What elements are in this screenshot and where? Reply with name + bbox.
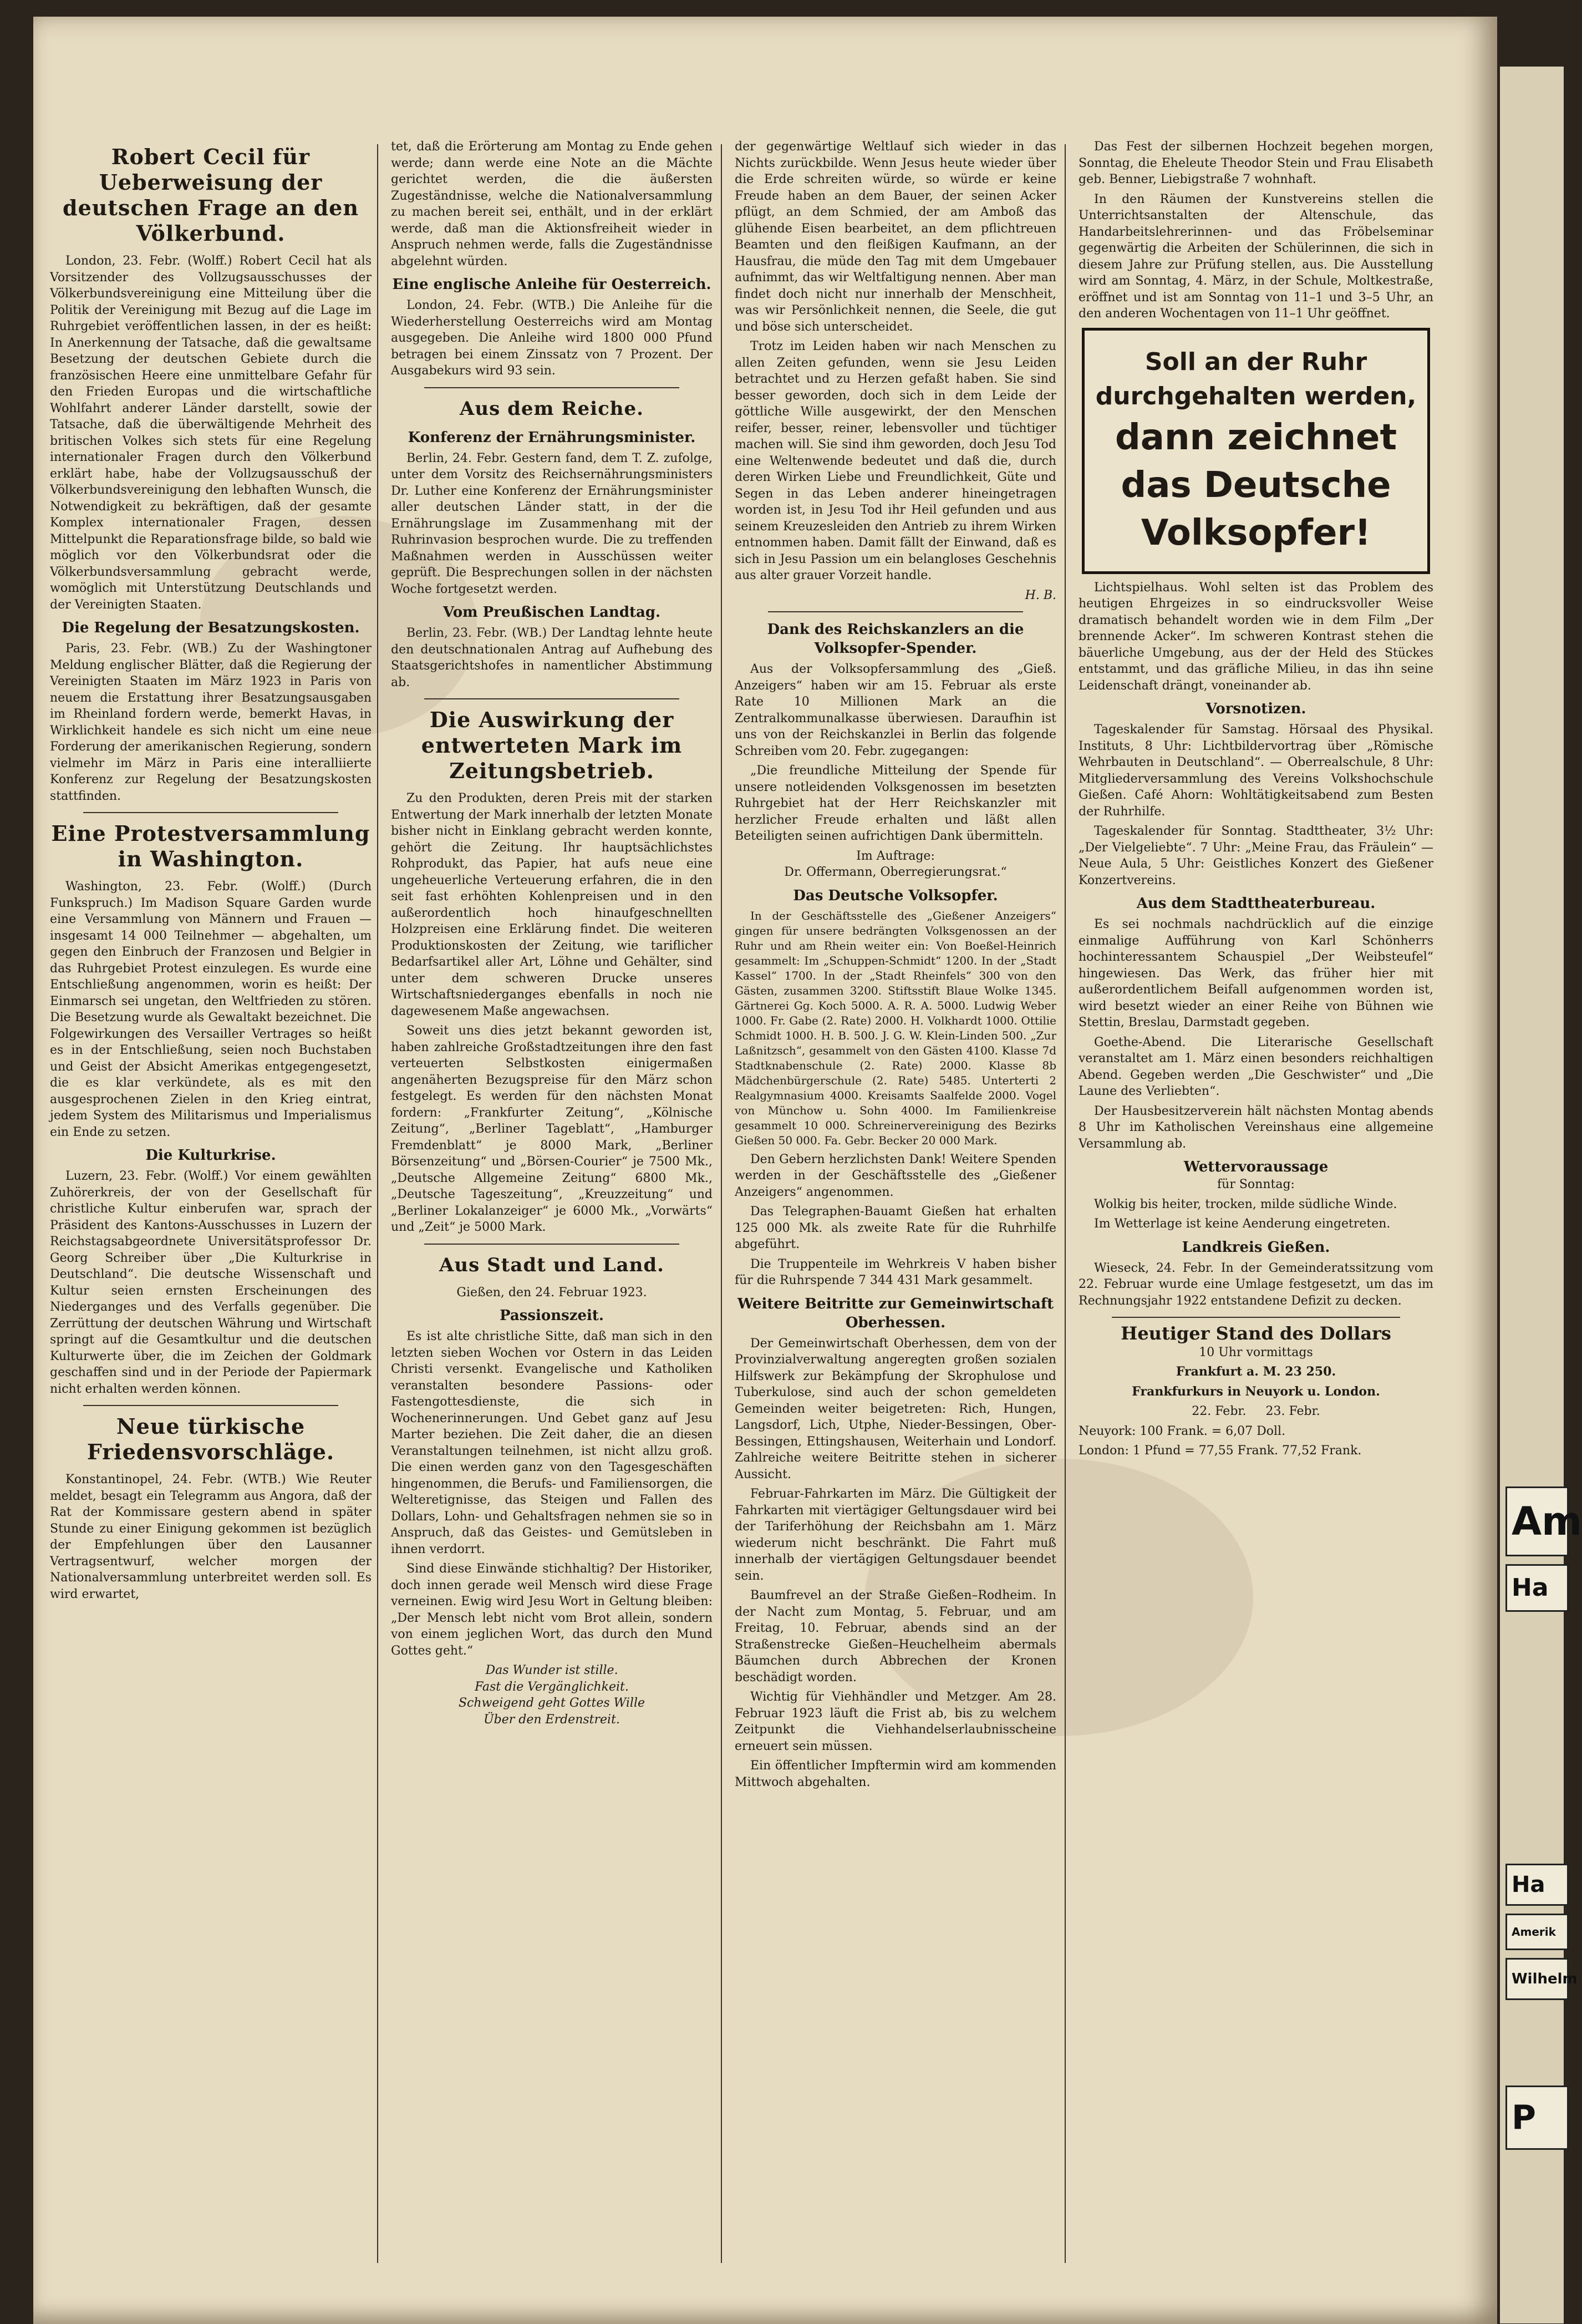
strip-ad-fragment: Amerik <box>1505 1914 1569 1950</box>
article-text: Berlin, 24. Febr. Gestern fand, dem T. Z. zufolge, unter dem Vorsitz des Reichsernährungsministers Dr. Luther eine Konferenz der Ernährungsminister aller deutschen Länder statt, in der die Ernährungslage im Zusammenhang mit der Ruhrinvasion besprochen wurde. Die zu treffenden Maßnahmen werden in Ausschüssen weiter geprüft. Die Besprechungen sollen in der nächsten Woche fortgesetzt werden. <box>391 451 713 596</box>
article-text: Wieseck, 24. Febr. In der Gemeinderatssitzung vom 22. Februar wurde eine Umlage festgesetzt, um das im Rechnungsjahr 1922 entstandene Defizit zu decken. <box>1079 1261 1433 1308</box>
subheadline: Das Deutsche Volksopfer. <box>793 887 998 904</box>
article-text: Im Auftrage: Dr. Offermann, Oberregierungsrat.“ <box>784 849 1007 879</box>
poem: Das Wunder ist stille. Fast die Vergänglichkeit. Schweigend geht Gottes Wille Über den Erdenstreit. <box>458 1663 645 1727</box>
article-text: London, 23. Febr. (Wolff.) Robert Cecil hat als Vorsitzender des Vollzugsausschusses der Völkerbundsvereinigung eine Mitteilung über die Politik der Vereinigung mit Bezug auf die Lage im Ruhrgebiet veröffentlichen lassen, in der es heißt: In Anerkennung der Tatsache, daß die gewaltsame Besetzung der deutschen Gebiete durch die französischen Heere eine unmittelbare Gefahr für den Frieden Europas und die wirtschaftliche Wohlfahrt anderer Länder darstellt, sowie der Tatsache, daß die überwältigende Mehrheit des britischen Volkes sich stets für eine Regelung internationaler Fragen durch den Völkerbund erklärt habe, habe der Vollzugsausschuß der Völkerbundsvereinigung den lebhaften Wunsch, die Notwendigkeit zu bekräftigen, daß der gesamte Komplex internationaler Fragen, dessen Mittelpunkt die Reparationsfrage bilde, so bald wie möglich vor den Völkerbundsrat oder die Völkerbundsversammlung gebracht werde, womöglich mit Unterstützung Deutschlands und der Vereinigten Staaten. <box>50 254 372 612</box>
separator <box>83 1405 338 1406</box>
article-text: Das Fest der silbernen Hochzeit begehen morgen, Sonntag, die Eheleute Theodor Stein und Frau Elisabeth geb. Benner, Liebigstraße 7 wohnhaft. <box>1079 140 1433 186</box>
subheadline: Passionszeit. <box>500 1307 604 1324</box>
article-text: Lichtspielhaus. Wohl selten ist das Problem des heutigen Ehrgeizes in so eindrucksvoller Weise dramatisch behandelt worden wie in dem Film „Der brennende Acker“. Im schweren Kontrast stehen die bäuerliche Umgebung, aus der der Held des Stückes entstammt, und das gräfliche Milieu, in das ihn seine Leidenschaft drängt, voneinander ab. <box>1079 580 1433 693</box>
article-text: Den Gebern herzlichsten Dank! Weitere Spenden werden in der Geschäftsstelle des „Gießener Anzeigers“ angenommen. <box>735 1152 1056 1199</box>
article-text: Zu den Produkten, deren Preis mit der starken Entwertung der Mark innerhalb der letzten Monate bisher nicht in Einklang gebracht werden konnte, gehört die Zeitung. Ihr hauptsächlichstes Rohprodukt, das Papier, hat aufs neue eine ungeheuerliche Verteuerung erfahren, die in den seit fast erhöhten Kohlenpreisen und in den außerordentlich hoch hinaufgeschnellten Holzpreisen eine Erklärung findet. Die weiteren Produktionskosten der Zeitung, wie tariflicher Bedarfsartikel aller Art, Löhne und Gehälter, sind unter dem schweren Drucke unseres Wirtschaftsniederganges ebenfalls in noch nie dagewesenem Maße angewachsen. <box>391 791 713 1018</box>
franc-rates-dates: 22. Febr. 23. Febr. <box>1192 1404 1320 1418</box>
article-text: der gegenwärtige Weltlauf sich wieder in das Nichts zurückbilde. Wenn Jesus heute wieder über die Erde schreiten würde, so würde er keine Freude haben an dem Bauer, der seinen Acker pflügt, an dem Schmied, der am Amboß das glühende Eisen bearbeitet, an dem pflichtreuen Beamten und den fleißigen Kaufmann, an der Hausfrau, die müde den Tag mit dem Umgebauer aufnimmt, das wir Weltfaltigung nennen. Aber man findet doch nicht nur innerhalb der Menschheit, was wir Persönlichkeit nennen, die Seele, die gut und böse sich unterscheidet. <box>735 140 1056 334</box>
headline-stadt-land: Aus Stadt und Land. <box>439 1254 664 1276</box>
article-text: Soweit uns dies jetzt bekannt geworden ist, haben zahlreiche Großstadtzeitungen ihre den fast verteuerten Selbstkosten einigermaßen angenäherten Bezugspreise für den März schon festgelegt. Es werden für den nächsten Monat fordern: „Frankfurter Zeitung“, „Kölnische Zeitung“, „Berliner Tageblatt“, „Hamburger Fremdenblatt“ je 8000 Mark, „Berliner Börsenzeitung“ und „Börsen-Courier“ je 7500 Mk., „Deutsche Allgemeine Zeitung“ 6800 Mk., „Deutsche Tageszeitung“, „Kreuzzeitung“ und „Berliner Lokalanzeiger“ je 6000 Mk., „Vorwärts“ und „Zeit“ je 5000 Mark. <box>391 1024 713 1234</box>
column-rule <box>377 144 378 2263</box>
dollar-time: 10 Uhr vormittags <box>1199 1345 1313 1359</box>
separator <box>424 698 679 699</box>
column-rule <box>1065 144 1066 2263</box>
volksopfer-advertisement <box>1082 328 1430 574</box>
strip-ad-fragment: Wilhelm <box>1505 1958 1569 2000</box>
subheadline: Die Regelung der Besatzungskosten. <box>62 620 360 636</box>
article-text: Trotz im Leiden haben wir nach Menschen zu allen Zeiten gefunden, wenn sie Jesu Leiden betrachtet und zu Herzen gefaßt haben. Sie sind besser geworden, doch sich in dem Leide der göttliche Wille ausgewirkt, der den Menschen reifer, besser, reiner, lebensvoller und tüchtiger machen will. Sie sind ihm geworden, doch Jesu Tod eine Weltenwende bedeutet und daß die, durch deren Wirken Liebe und Freundlichkeit, Güte und Segen in das Leben anderer hineingetragen worden ist, in Jesu Tod ihr Heil gefunden und aus seinem Kreuzesleiden den Antrieb zu ihrem Wirken entnommen haben. Damit fällt der Einwand, daß es sich in Jesu Passion um ein belangloses Geschehnis aus alter grauer Vorzeit handle. <box>735 339 1056 582</box>
separator <box>83 812 338 813</box>
strip-ad-fragment: P <box>1505 2085 1569 2150</box>
headline-mark: Die Auswirkung der entwerteten Mark im Zeitungsbetrieb. <box>421 707 683 783</box>
dateline: Gießen, den 24. Februar 1923. <box>456 1285 647 1300</box>
article-text: Goethe-Abend. Die Literarische Gesellschaft veranstaltet am 1. März einen besonders reichhaltigen Abend. Gegeben werden „Die Geschwister“ und „Die Laune des Verliebten“. <box>1079 1035 1433 1098</box>
article-text: tet, daß die Erörterung am Montag zu Ende gehen werde; dann werde eine Note an die Mächte gerichtet werden, die die äußersten Zugeständnisse, welche die Nationalversammlung zu machen bereit sei, enthält, und in der erklärt werde, daß man die Aktionsfreiheit wieder in Anspruch nehmen werde, falls die Zugeständnisse abgelehnt würden. <box>391 140 713 268</box>
headline-cecil: Robert Cecil für Ueberweisung der deutschen Frage an den Völkerbund. <box>63 144 359 246</box>
article-text: Der Hausbesitzerverein hält nächsten Montag abends 8 Uhr im Katholischen Vereinshaus eine allgemeine Versammlung ab. <box>1079 1104 1433 1151</box>
article-text: Es sei nochmals nachdrücklich auf die einzige einmalige Aufführung von Karl Schönherrs hochinteressantem Schauspiel „Der Weibsteufel“ hingewiesen. Das Werk, das früher hier mit außerordentlichem Beifall aufgenommen worden ist, wird besetzt wieder an einer Reihe von Bühnen wie Stettin, Breslau, Darmstadt gegeben. <box>1079 917 1433 1029</box>
subheadline: Wettervoraussage <box>1183 1159 1329 1175</box>
article-text: Paris, 23. Febr. (WB.) Zu der Washingtoner Meldung englischer Blätter, daß die Regierung der Vereinigten Staaten im März 1923 in Paris von neuem die Erstattung ihrer Besatzungsausgaben im Rheinland fordern werde, bemerkt Havas, in Wirklichkeit handele es sich nicht um eine neue Forderung der amerikanischen Regierung, sondern vielmehr im März in Paris eine interalliierte Konferenz zur Regelung der Besatzungskosten stattfinden. <box>50 642 372 803</box>
strip-ad-fragment: Am <box>1505 1486 1569 1556</box>
article-text: Konstantinopel, 24. Febr. (WTB.) Wie Reuter meldet, besagt ein Telegramm aus Angora, daß der Rat der Kommissare gestern abend in später Stunde zu einer Einigung gekommen ist bezüglich der Empfehlungen über den Lausanner Vertragsentwurf, welcher morgen der Nationalversammlung unterbreitet werden soll. Es wird erwartet, <box>50 1473 372 1601</box>
article-text: Luzern, 23. Febr. (Wolff.) Vor einem gewählten Zuhörerkreis, der von der Gesellschaft für christliche Kultur einberufen war, sprach der Präsident des Kantons-Ausschusses in Luzern der Reichstagsabgeordnete Universitätsprofessor Dr. Georg Schreiber über „Die Kulturkrise in Deutschland“. Die deutsche Wissenschaft und Kultur seien ernsten Erscheinungen des Niederganges und des Verfalls gegenüber. Die Zerrüttung der deutschen Währung und Wirtschaft springt auf die Gesamtkultur und die deutschen Kulturwerte über, die im Zeichen der Goldmark geschaffen sind und in der Periode der Papiermark nicht erhalten werden können. <box>50 1169 372 1396</box>
subheadline: Aus dem Stadttheaterbureau. <box>1136 895 1376 912</box>
dollar-frankfurt: Frankfurt a. M. 23 250. <box>1176 1364 1336 1379</box>
article-text: Tageskalender für Sonntag. Stadttheater, 3½ Uhr: „Der Vielgeliebte“. 7 Uhr: „Meine Frau, das Fräulein“ — Neue Aula, 5 Uhr: Geistliches Konzert des Gießener Konzertvereins. <box>1079 824 1433 887</box>
strip-ad-fragment: Ha <box>1505 1564 1569 1612</box>
article-text: In den Räumen der Kunstvereins stellen die Unterrichtsanstalten der Altenschule, das Handarbeitslehrerinnen- und das Fröbelseminar gegenwärtig die Arbeiten der Schülerinnen, die sich in diesem Jahre zur Prüfung stellen, aus. Die Ausstellung wird am Sonntag, 4. März, in der Schule, Moltkestraße, eröffnet und ist am Sonntag von 11–1 und 3–5 Uhr, an den anderen Wochentagen von 11–1 Uhr geöffnet. <box>1079 192 1433 321</box>
separator <box>424 387 679 388</box>
subheadline-detail: für Sonntag: <box>1217 1178 1295 1191</box>
article-text: Washington, 23. Febr. (Wolff.) (Durch Funkspruch.) Im Madison Square Garden wurde eine Versammlung von Männern und Frauen — insgesamt 14 000 Teilnehmer — abgehalten, um gegen den Einbruch der Franzosen und Belgier in das Ruhrgebiet Protest einzulegen. Es wurde eine Entschließung angenommen, worin es heißt: Der Einmarsch sei ungetan, den Weltfrieden zu stören. Die Besetzung wurde als Gewaltakt bezeichnet. Die Folgewirkungen des Versailler Vertrages so heißt es in der Entschließung, seien noch Buchstaben und Geist der Absicht Amerikas entgegengesetzt, die es klar verkündete, als es mit den ausgesprochenen Zielen in den Krieg eintrat, jedem System des Militarismus und Imperialismus ein Ende zu setzen. <box>50 880 372 1139</box>
article-text: Es ist alte christliche Sitte, daß man sich in den letzten sieben Wochen vor Ostern in das Leiden Christi versenkt. Evangelische und Katholiken veranstalten besondere Passions- oder Fastengottesdienste, die sich in Wochenerinnerungen. Und Gebet ganz auf Jesu Marter beziehen. Die Zeit daher, die an diesen Veranstaltungen teilnehmen, ist nicht allzu groß. Die einen werden ganz von den Tagesgeschäften hingenommen, die Berufs- und Familiensorgen, die Welteretignisse, das Steigen und Fallen des Dollars, Lohn- und Gehaltsfragen nehmen sie so in Anspruch, daß das Geistes- und Gemütsleben in ihnen verdorrt. <box>391 1330 713 1556</box>
subheadline: Landkreis Gießen. <box>1182 1239 1330 1256</box>
franc-rate-london: London: 1 Pfund = 77,55 Frank. 77,52 Frank. <box>1079 1444 1362 1458</box>
separator <box>1112 1317 1400 1318</box>
strip-ad-fragment: Ha <box>1505 1864 1569 1906</box>
adjacent-page-strip <box>1500 67 1582 2323</box>
ad-line-2: dann zeichnet das Deutsche Volksopfer! <box>1115 417 1397 554</box>
article-text: Baumfrevel an der Straße Gießen–Rodheim. In der Nacht zum Montag, 5. Februar, und am Freitag, 10. Februar, abends sind an der Straßenstrecke Gießen–Heuchelheim abermals Bäumchen durch Abbrechen der Kronen beschädigt worden. <box>735 1589 1056 1684</box>
column-rule <box>721 144 722 2263</box>
subheadline: Vom Preußischen Landtag. <box>442 604 661 621</box>
separator <box>424 1244 679 1245</box>
ad-line-1: Soll an der Ruhr durchgehalten werden, <box>1095 347 1417 410</box>
article-text: Ein öffentlicher Impftermin wird am kommenden Mittwoch abgehalten. <box>735 1759 1056 1789</box>
article-text: Sind diese Einwände stichhaltig? Der Historiker, doch innen gerade weil Mensch wird diese Frage verneinen. Ewig wird Jesu Wort in Geltung bleiben: „Der Mensch lebt nicht vom Brot allein, sondern von einem jeglichen Wort, das durch den Mund Gottes geht.“ <box>391 1562 713 1658</box>
subheadline: Dank des Reichskanzlers an die Volksopfer-Spender. <box>767 621 1024 657</box>
franc-rate-newyork: Neuyork: 100 Frank. = 6,07 Doll. <box>1079 1424 1286 1438</box>
column-1 <box>50 139 372 2274</box>
article-text: London, 24. Febr. (WTB.) Die Anleihe für die Wiederherstellung Oesterreichs wird am Montag ausgegeben. Die Anleihe wird 1800 000 Pfund betragen bei einem Zinssatz von 7 Prozent. Der Ausgabekurs wird 93 sein. <box>391 298 713 378</box>
subheadline: Weitere Beitritte zur Gemeinwirtschaft Oberhessen. <box>737 1295 1054 1331</box>
article-text: Die Truppenteile im Wehrkreis V haben bisher für die Ruhrspende 7 344 431 Mark gesammelt. <box>735 1257 1056 1287</box>
signature-initials: H. B. <box>1025 588 1056 602</box>
subheadline: Die Kulturkrise. <box>145 1147 276 1164</box>
separator <box>768 611 1023 612</box>
article-text: Das Telegraphen-Bauamt Gießen hat erhalten 125 000 Mk. als zweite Rate für die Ruhrhilfe abgeführt. <box>735 1205 1056 1251</box>
article-text: Wichtig für Viehhändler und Metzger. Am 28. Februar 1923 läuft die Frist ab, bis zu welchem Zeitpunkt die Viehhandelserlaubnisscheine erneuert sein müssen. <box>735 1690 1056 1753</box>
headline-washington: Eine Protestversammlung in Washington. <box>51 821 370 871</box>
article-text: Berlin, 23. Febr. (WB.) Der Landtag lehnte heute den deutschnationalen Antrag auf Aufhebung des Staatsgerichtshofes in namentlicher Abstimmung ab. <box>391 626 713 689</box>
subheadline: Vorsnotizen. <box>1205 701 1306 717</box>
article-text: Wolkig bis heiter, trocken, milde südliche Winde. <box>1094 1197 1397 1211</box>
dollar-headline: Heutiger Stand des Dollars <box>1121 1323 1391 1344</box>
article-text: Der Gemeinwirtschaft Oberhessen, dem von der Provinzialverwaltung angeregten großen sozialen Hilfswerk zur Bekämpfung der Skrophulose und Tuberkulose, sind auch der schon gemeldeten Gemeinden weiter beigetreten: Rich, Hungen, Langsdorf, Lich, Utphe, Nieder-Bessingen, Ober-Bessingen, Ettingshausen, Weiterhain und Londorf. Zahlreiche weitere Beitritte stehen in sicherer Aussicht. <box>735 1336 1056 1481</box>
article-text: Aus der Volksopfersammlung des „Gieß. Anzeigers“ haben wir am 15. Februar als erste Rate 10 Millionen Mark an die Zentralkommunalkasse überwiesen. Daraufhin ist uns von der Reichskanzlei in Berlin das folgende Schreiben vom 20. Febr. zugegangen: <box>735 662 1056 758</box>
franc-rates-title: Frankfurkurs in Neuyork u. London. <box>1132 1384 1380 1399</box>
article-text: Februar-Fahrkarten im März. Die Gültigkeit der Fahrkarten mit viertägiger Geltungsdauer wird bei der Tariferhöhung der Reichsbahn am 1. März wiederum nicht beschränkt. Die Fahrt muß innerhalb der viertägigen Geltungsdauer beendet sein. <box>735 1487 1056 1583</box>
column-2 <box>391 139 713 2274</box>
donor-list: In der Geschäftsstelle des „Gießener Anzeigers“ gingen für unsere bedrängten Volksgenossen an der Ruhr und am Rhein weiter ein: Von Boeßel-Heinrich gesammelt: Im „Schuppen-Schmidt“ 1200. In der „Stadt Kassel“ 1700. In der „Stadt Rheinfels“ 300 von den Gästen, zusammen 3200. Stiftsstift Blaue Wolke 1345. Gärtnerei Gg. Koch 5000. A. R. A. 5000. Ludwig Weber 1000. Fr. Gabe (2. Rate) 2000. H. Volkhardt 1000. Ottilie Schmidt 1000. H. B. 500. J. G. W. Klein-Linden 500. „Zur Laßnitzsch“, gesammelt von den Gästen 4100. Klasse 7d Stadtknabenschule (2. Rate) 2000. Klasse 8b Mädchenbürgerschule (2. Rate) 5485. Unterterti 2 Realgymnasium 4000. Kreisamts Saalfelde 2000. Vogel von Münchow u. Sohn 4000. Im Familienkreise gesammelt 10 000. Schreinervereinigung des Bezirks Gießen 50 000. Fa. Gebr. Becker 20 000 Mark. <box>735 909 1056 1147</box>
subheadline: Eine englische Anleihe für Oesterreich. <box>392 276 711 293</box>
article-text: Tageskalender für Samstag. Hörsaal des Physikal. Instituts, 8 Uhr: Lichtbildervortrag über „Römische Wehrbauten in Deutschland“. — Oberrealschule, 8 Uhr: Mitgliederversammlung des Vereins Volkshochschule Gießen. Café Ahorn: Wohltätigkeitsabend zum Besten der Ruhrhilfe. <box>1079 723 1433 819</box>
subheadline: Konferenz der Ernährungsminister. <box>408 429 696 446</box>
headline-turkish: Neue türkische Friedensvorschläge. <box>87 1414 335 1464</box>
headline-reich: Aus dem Reiche. <box>460 397 644 420</box>
article-text: Im Wetterlage ist keine Aenderung eingetreten. <box>1094 1217 1391 1231</box>
article-text: „Die freundliche Mitteilung der Spende für unsere notleidenden Volksgenossen im besetzten Ruhrgebiet hat der Herr Reichskanzler mit herzlicher Freude erhalten und läßt allen Beteiligten seinen aufrichtigen Dank übermitteln. <box>735 764 1056 843</box>
column-3 <box>735 139 1056 2274</box>
column-4 <box>1079 139 1433 2274</box>
